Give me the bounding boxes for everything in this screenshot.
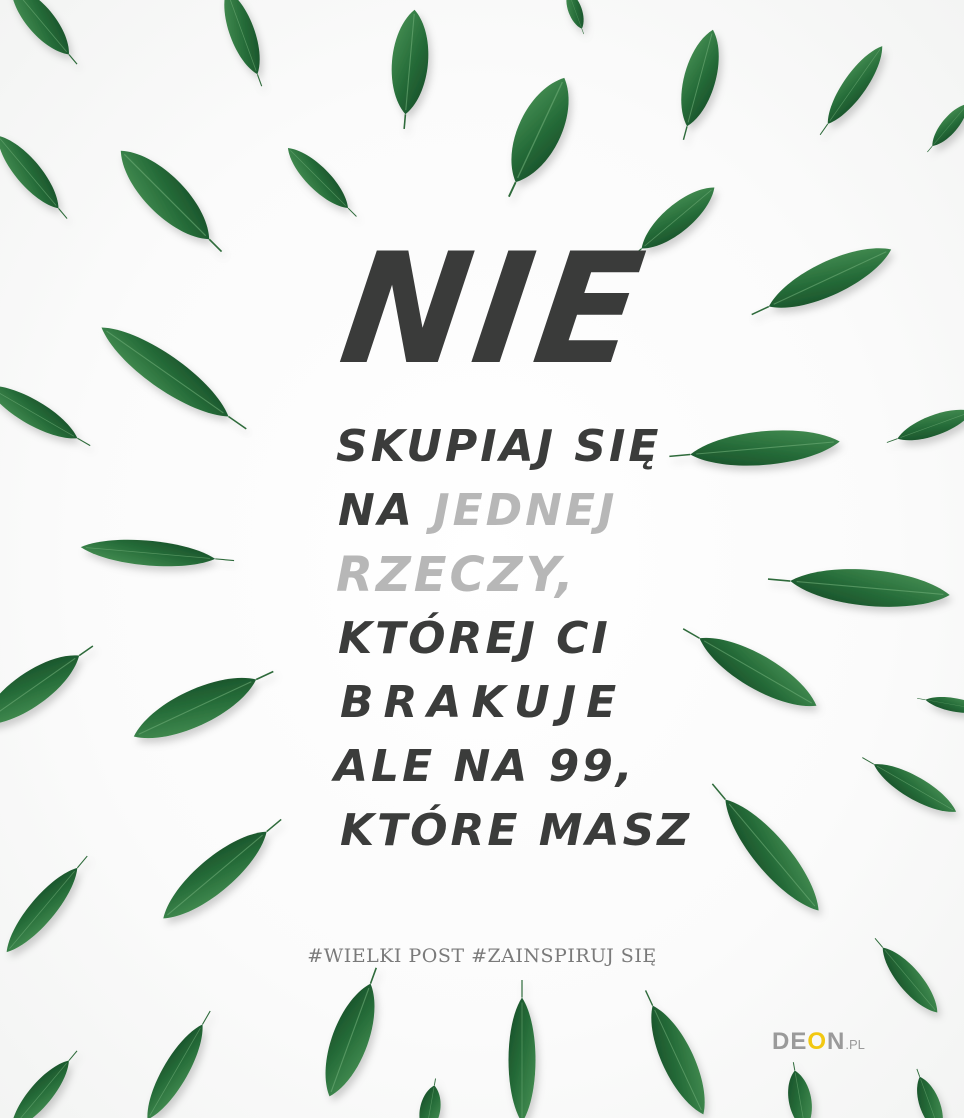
leaf <box>0 375 96 456</box>
leaf <box>0 632 103 738</box>
leaf <box>107 137 235 265</box>
leaf <box>675 614 825 720</box>
leaf <box>668 26 728 144</box>
leaf <box>490 69 584 206</box>
logo-part-2: O <box>807 1028 828 1055</box>
leaf <box>668 425 841 474</box>
leaf <box>562 0 590 36</box>
quote-line-4: KTÓREJ CI <box>338 613 611 664</box>
leaf <box>745 234 899 330</box>
quote-line-6: ALE NA 99, <box>334 741 636 792</box>
leaf <box>215 0 273 90</box>
leaf <box>883 402 964 452</box>
leaf <box>386 8 432 130</box>
leaf <box>2 1044 85 1118</box>
leaf <box>916 692 964 717</box>
quote-line-1: SKUPIAJ SIĘ <box>336 421 662 472</box>
leaf <box>137 1005 221 1118</box>
logo-suffix: .PL <box>845 1037 865 1052</box>
leaf <box>782 1060 816 1118</box>
quote-line-3: RZECZY, <box>336 547 577 603</box>
leaf <box>416 1077 446 1118</box>
deon-logo <box>772 1028 865 1056</box>
leaf <box>92 314 256 443</box>
quote-line-2-dark: NA <box>338 485 415 536</box>
leaf <box>313 962 394 1103</box>
leaf <box>766 561 951 613</box>
leaf <box>0 128 77 227</box>
quote-line-2 <box>338 479 670 543</box>
quote-line-7: KTÓRE MASZ <box>340 805 693 856</box>
leaf <box>857 748 962 822</box>
leaf <box>1 0 88 73</box>
logo-part-1: DE <box>772 1028 808 1055</box>
leaf <box>0 848 97 960</box>
leaf <box>126 655 281 753</box>
leaf <box>907 1065 949 1118</box>
quote-line-5: BRAKUJE <box>340 677 627 728</box>
leaf <box>152 807 292 932</box>
leaf <box>699 773 831 921</box>
leaf <box>921 99 964 157</box>
leaf <box>631 984 717 1118</box>
quote-headline: NIE <box>331 221 659 399</box>
leaf <box>509 980 536 1118</box>
logo-part-3: N <box>827 1028 846 1055</box>
hashtags: #WIELKI POST #ZAINSPIRUJ SIĘ <box>307 945 657 967</box>
quote-line-2-gray: JEDNEJ <box>433 485 618 536</box>
leaf <box>811 40 892 142</box>
quote-block <box>330 205 693 863</box>
leaf <box>80 535 235 573</box>
